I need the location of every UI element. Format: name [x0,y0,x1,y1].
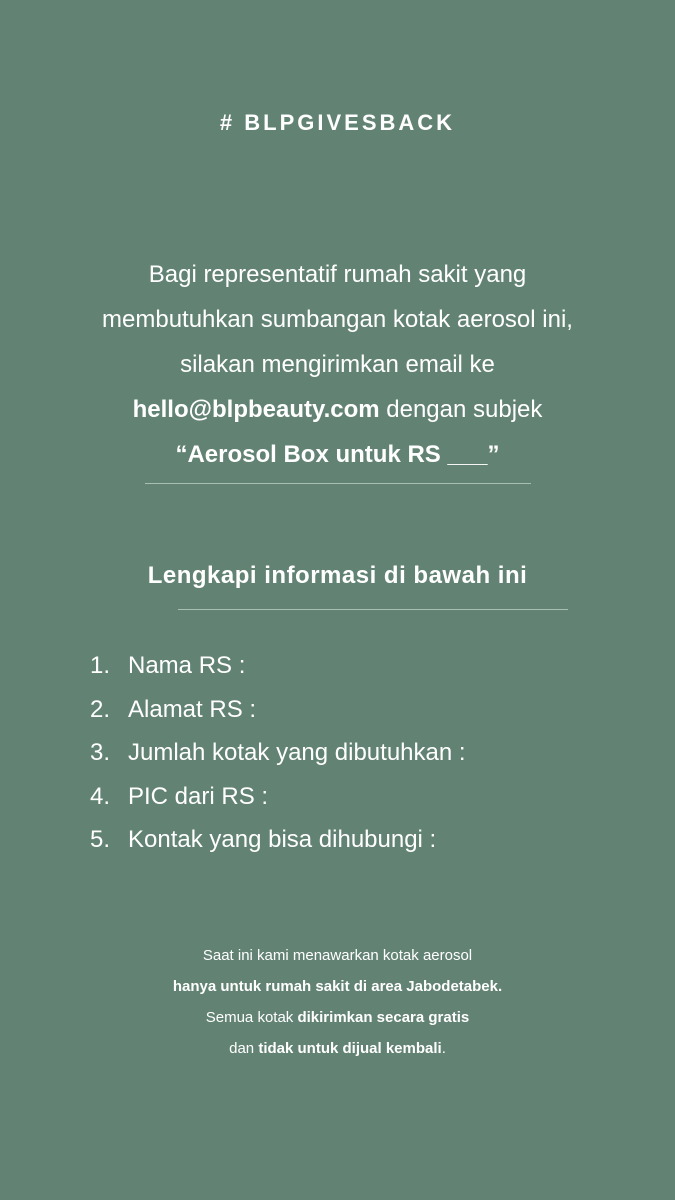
list-item-label: Nama RS : [128,652,246,679]
list-item-number: 5. [90,826,111,853]
divider-top [145,483,531,484]
footnote-line-1: Saat ini kami menawarkan kotak aerosol [202,947,473,964]
list-item [90,731,466,775]
footnote-area-restriction: hanya untuk rumah sakit di area Jabodetabek. [172,978,503,995]
list-item-label: Jumlah kotak yang dibutuhkan : [128,739,466,766]
footnote-line-4-c: . [441,1040,446,1057]
list-item-label: Kontak yang bisa dihubungi : [128,826,437,853]
list-item-number: 3. [90,739,111,766]
footnote [0,940,675,1064]
footnote-line-4-a: dan [229,1040,259,1057]
list-item [90,688,466,732]
intro-line-3: silakan mengirimkan email ke [180,351,495,378]
list-item [90,644,466,688]
list-item [90,818,466,862]
list-item-number: 4. [90,782,111,810]
footnote-line-2 [0,971,675,1002]
section-title: Lengkapi informasi di bawah ini [147,562,528,589]
intro-text [0,252,675,477]
footnote-line-3 [0,1002,675,1033]
intro-line-4-rest: dengan subjek [379,396,543,423]
info-list [90,644,466,862]
intro-line-1: Bagi representatif rumah sakit yang [148,261,527,288]
intro-line-4 [0,387,675,432]
footnote-line-4 [0,1033,675,1064]
list-item-number: 2. [90,695,111,723]
list-item-label: PIC dari RS : [128,782,269,810]
intro-line-2: membutuhkan sumbangan kotak aerosol ini, [102,306,573,333]
list-item [90,775,466,819]
footnote-free-shipping: dikirimkan secara gratis [297,1009,470,1026]
divider-bottom [178,609,568,610]
footnote-not-for-resale: tidak untuk dijual kembali [258,1040,442,1057]
footnote-line-3-a: Semua kotak [205,1009,298,1026]
email-subject [0,432,675,477]
list-item-number: 1. [90,652,111,679]
contact-email: hello@blpbeauty.com [132,396,380,423]
list-item-label: Alamat RS : [128,695,257,723]
email-subject-text: “Aerosol Box untuk RS ___” [175,441,500,468]
hashtag-title: # BLPGIVESBACK [219,110,456,135]
